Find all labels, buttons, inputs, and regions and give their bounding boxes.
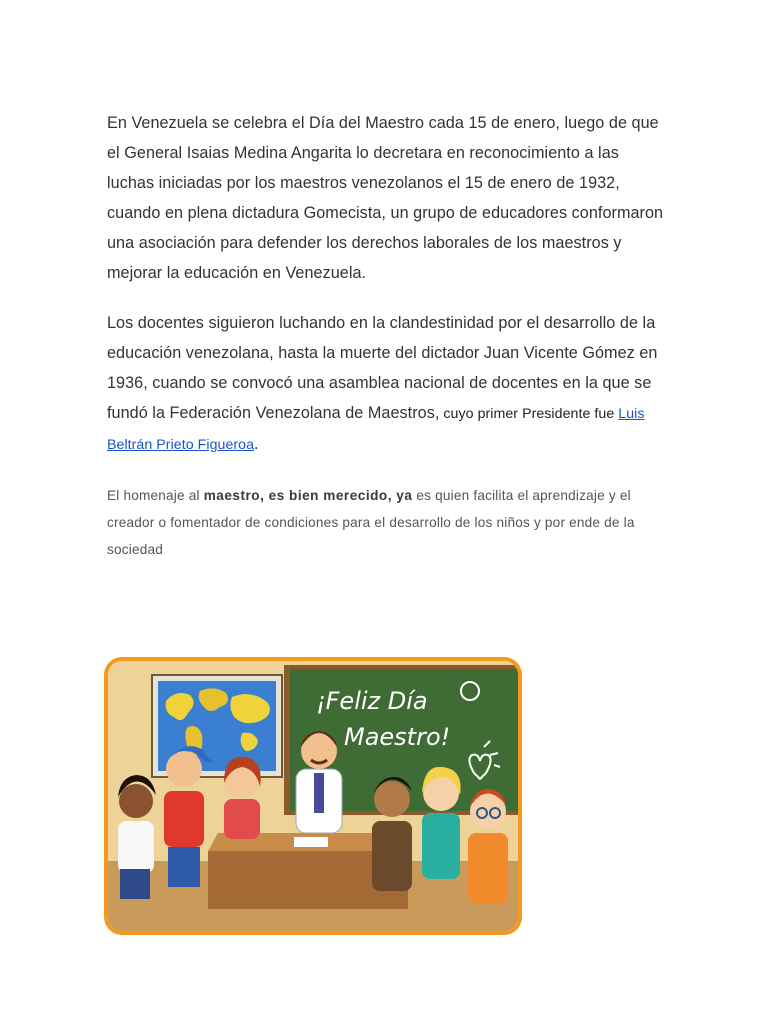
paragraph-history-text: Los docentes siguieron luchando en la clandestinidad por el desarrollo de la educación venezolana, hasta la muerte del dictador Juan Vicente Gómez en 1936, cuando se convocó una asamblea nacional de docentes en la que se fundó la Federación Venezolana de Maestros, (107, 314, 658, 422)
prieto-figueroa-link[interactable]: Luis Beltrán Prieto Figueroa (107, 406, 645, 453)
classroom-image (108, 661, 518, 931)
tribute-bold: maestro, es bien merecido, ya (203, 488, 413, 503)
tribute-end: es quien facilita el aprendizaje y el creador o fomentador de condiciones para el desarrollo de los niños y por ende de la sociedad (107, 488, 635, 557)
paragraph-tribute (107, 482, 667, 563)
chalkboard-greeting-line2: Maestro! (344, 723, 451, 751)
paragraph-history-small: cuyo primer Presidente fue (439, 406, 619, 422)
chalkboard-greeting-line1: ¡Feliz Día (316, 687, 428, 715)
paragraph-history-end: . (254, 435, 259, 453)
teacher-day-illustration (108, 661, 518, 931)
teacher-figure (296, 731, 342, 833)
tribute-start: El homenaje al (107, 488, 204, 503)
paragraph-intro: En Venezuela se celebra el Día del Maestro cada 15 de enero, luego de que el General Isaias Medina Angarita lo decretara en reconocimiento a las luchas iniciadas por los maestros venezolanos el 15 de enero de 1932, cuando en plena dictadura Gomecista, un grupo de educadores conformaron una asociación para defender los derechos laborales de los maestros y mejorar la educación en Venezuela. (107, 114, 664, 282)
paragraph-history (107, 308, 667, 460)
article-body (107, 108, 667, 563)
